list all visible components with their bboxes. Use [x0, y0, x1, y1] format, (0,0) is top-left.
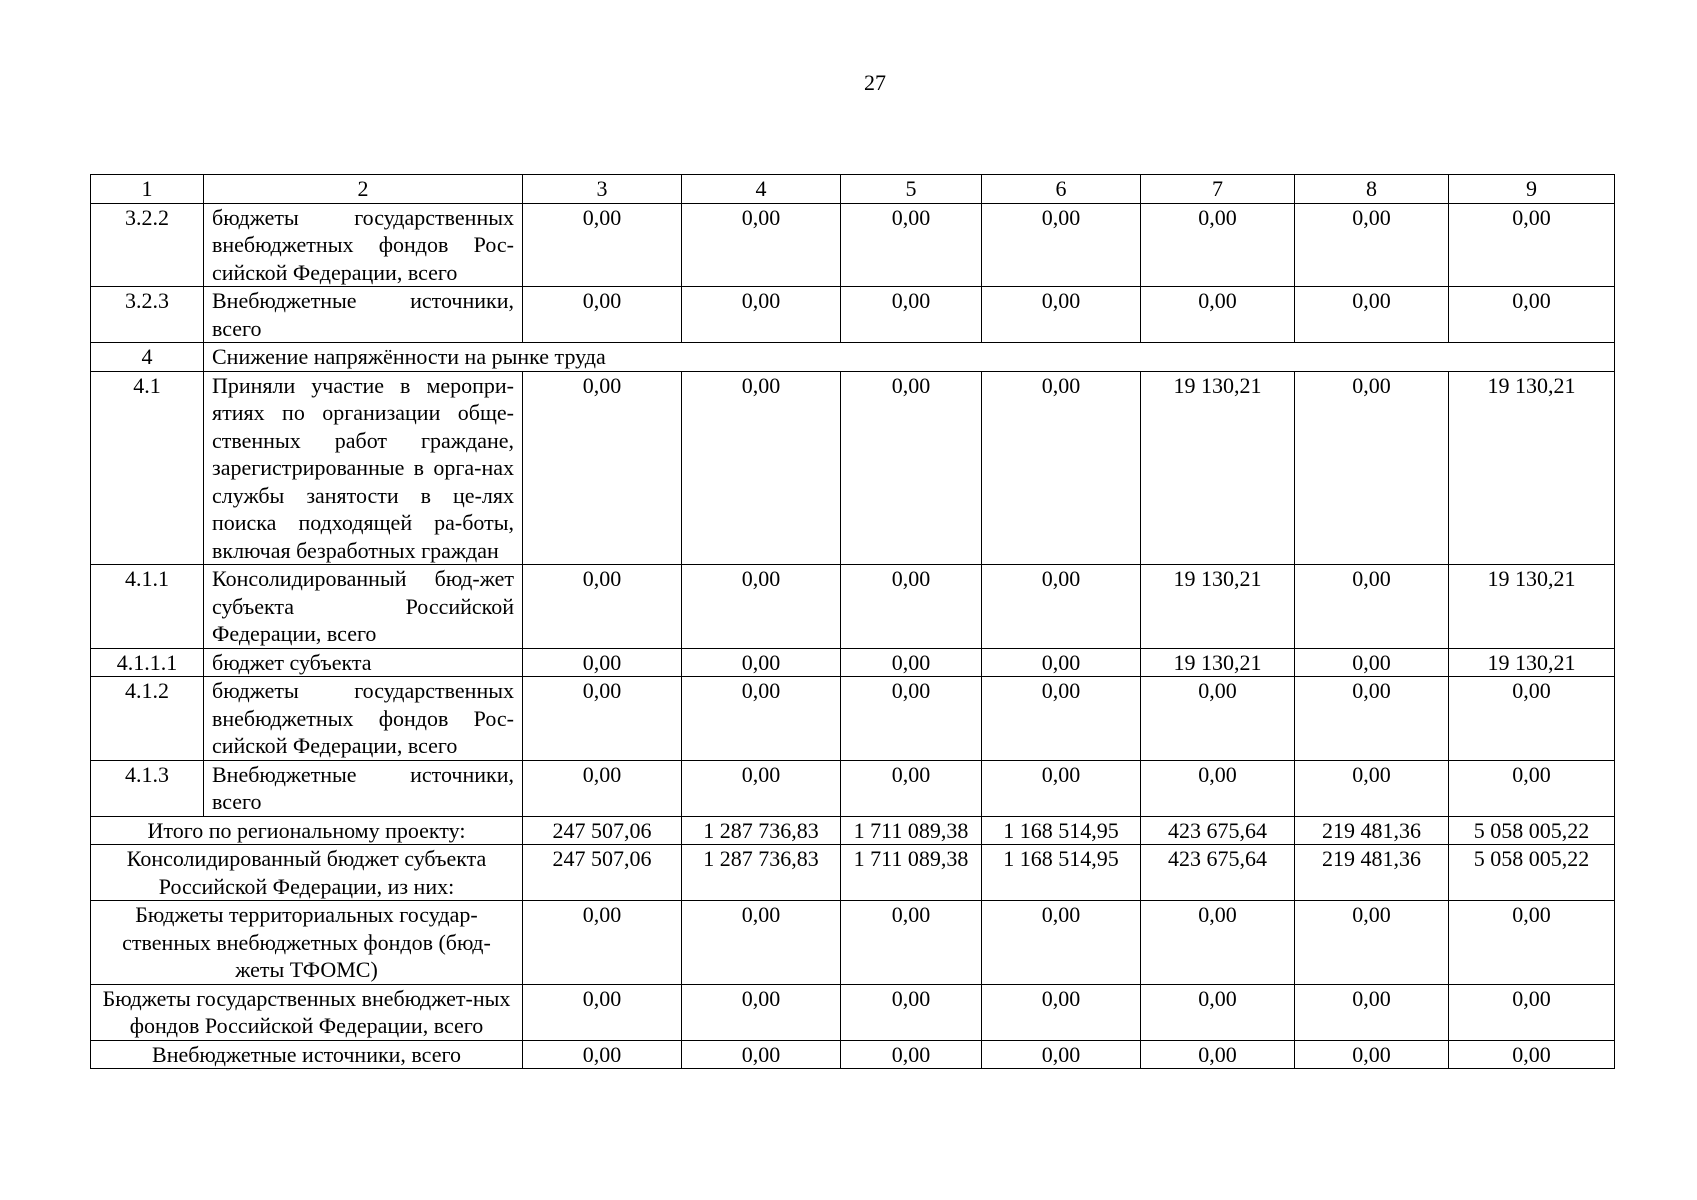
- row-code: 4.1: [91, 371, 204, 565]
- value-cell: 219 481,36: [1295, 845, 1449, 901]
- value-cell: 0,00: [982, 648, 1141, 677]
- value-cell: 0,00: [841, 371, 982, 565]
- value-cell: 0,00: [1141, 203, 1295, 287]
- value-cell: 0,00: [982, 565, 1141, 649]
- total-row: [91, 1040, 1615, 1069]
- row-code: 4.1.1.1: [91, 648, 204, 677]
- value-cell: 0,00: [841, 760, 982, 816]
- value-cell: 0,00: [1141, 760, 1295, 816]
- value-cell: 0,00: [523, 371, 682, 565]
- value-cell: 19 130,21: [1141, 648, 1295, 677]
- value-cell: 0,00: [682, 677, 841, 761]
- table-row: [91, 287, 1615, 343]
- value-cell: 5 058 005,22: [1449, 845, 1615, 901]
- row-code: 4.1.1: [91, 565, 204, 649]
- table-row: [91, 203, 1615, 287]
- value-cell: 0,00: [841, 648, 982, 677]
- value-cell: 0,00: [841, 677, 982, 761]
- value-cell: 1 287 736,83: [682, 816, 841, 845]
- value-cell: 0,00: [682, 203, 841, 287]
- value-cell: 1 287 736,83: [682, 845, 841, 901]
- header-cell: 9: [1449, 175, 1615, 204]
- row-name: Внебюджетные источники, всего: [204, 287, 523, 343]
- value-cell: 19 130,21: [1141, 371, 1295, 565]
- row-code: 3.2.3: [91, 287, 204, 343]
- value-cell: 0,00: [682, 287, 841, 343]
- row-code: 4.1.3: [91, 760, 204, 816]
- row-name: бюджеты государственных внебюджетных фондов Рос-сийской Федерации, всего: [204, 677, 523, 761]
- value-cell: 0,00: [682, 565, 841, 649]
- value-cell: 0,00: [1449, 760, 1615, 816]
- value-cell: 0,00: [523, 648, 682, 677]
- value-cell: 0,00: [682, 648, 841, 677]
- value-cell: 0,00: [1295, 901, 1449, 985]
- value-cell: 1 168 514,95: [982, 816, 1141, 845]
- row-name: Внебюджетные источники, всего: [204, 760, 523, 816]
- value-cell: 0,00: [523, 203, 682, 287]
- header-cell: 3: [523, 175, 682, 204]
- value-cell: 0,00: [1295, 677, 1449, 761]
- value-cell: 0,00: [841, 565, 982, 649]
- value-cell: 0,00: [1141, 984, 1295, 1040]
- total-label: Итого по региональному проекту:: [91, 816, 523, 845]
- value-cell: 19 130,21: [1449, 371, 1615, 565]
- header-row: [91, 175, 1615, 204]
- value-cell: 0,00: [682, 1040, 841, 1069]
- value-cell: 1 168 514,95: [982, 845, 1141, 901]
- total-label: Консолидированный бюджет субъекта Российской Федерации, из них:: [91, 845, 523, 901]
- value-cell: 0,00: [1295, 648, 1449, 677]
- value-cell: 0,00: [841, 1040, 982, 1069]
- value-cell: 0,00: [1295, 565, 1449, 649]
- value-cell: 0,00: [1295, 287, 1449, 343]
- total-row: [91, 984, 1615, 1040]
- value-cell: 0,00: [523, 1040, 682, 1069]
- value-cell: 19 130,21: [1449, 648, 1615, 677]
- value-cell: 0,00: [982, 203, 1141, 287]
- value-cell: 0,00: [1449, 677, 1615, 761]
- value-cell: 423 675,64: [1141, 816, 1295, 845]
- value-cell: 0,00: [1141, 287, 1295, 343]
- value-cell: 0,00: [1295, 984, 1449, 1040]
- header-cell: 6: [982, 175, 1141, 204]
- table-row: [91, 565, 1615, 649]
- total-row: [91, 845, 1615, 901]
- value-cell: 0,00: [841, 203, 982, 287]
- row-code: 4.1.2: [91, 677, 204, 761]
- value-cell: 0,00: [523, 287, 682, 343]
- value-cell: 0,00: [982, 677, 1141, 761]
- page-number: 27: [864, 70, 886, 95]
- value-cell: 0,00: [1449, 1040, 1615, 1069]
- value-cell: 0,00: [841, 901, 982, 985]
- value-cell: 0,00: [982, 371, 1141, 565]
- value-cell: 0,00: [682, 984, 841, 1040]
- value-cell: 0,00: [1295, 1040, 1449, 1069]
- table-row: [91, 677, 1615, 761]
- value-cell: 0,00: [841, 984, 982, 1040]
- value-cell: 0,00: [982, 1040, 1141, 1069]
- table-row: [91, 648, 1615, 677]
- section-title: Снижение напряжённости на рынке труда: [204, 343, 1615, 372]
- header-cell: 8: [1295, 175, 1449, 204]
- value-cell: 5 058 005,22: [1449, 816, 1615, 845]
- header-cell: 7: [1141, 175, 1295, 204]
- value-cell: 0,00: [1449, 287, 1615, 343]
- value-cell: 0,00: [1295, 371, 1449, 565]
- value-cell: 1 711 089,38: [841, 816, 982, 845]
- value-cell: 247 507,06: [523, 816, 682, 845]
- value-cell: 0,00: [1141, 1040, 1295, 1069]
- row-name: Консолидированный бюд-жет субъекта Российской Федерации, всего: [204, 565, 523, 649]
- value-cell: 0,00: [982, 287, 1141, 343]
- value-cell: 0,00: [1449, 984, 1615, 1040]
- section-code: 4: [91, 343, 204, 372]
- value-cell: 0,00: [1449, 203, 1615, 287]
- value-cell: 0,00: [523, 901, 682, 985]
- value-cell: 0,00: [1449, 901, 1615, 985]
- value-cell: 0,00: [841, 287, 982, 343]
- value-cell: 0,00: [523, 984, 682, 1040]
- total-label: Бюджеты государственных внебюджет-ных фондов Российской Федерации, всего: [91, 984, 523, 1040]
- row-name: бюджеты государственных внебюджетных фондов Рос-сийской Федерации, всего: [204, 203, 523, 287]
- table-row: [91, 760, 1615, 816]
- budget-table: [90, 174, 1615, 1069]
- value-cell: 423 675,64: [1141, 845, 1295, 901]
- value-cell: 0,00: [682, 371, 841, 565]
- value-cell: 0,00: [982, 901, 1141, 985]
- header-cell: 4: [682, 175, 841, 204]
- value-cell: 0,00: [682, 760, 841, 816]
- row-code: 3.2.2: [91, 203, 204, 287]
- total-row: [91, 901, 1615, 985]
- value-cell: 0,00: [1141, 677, 1295, 761]
- header-cell: 1: [91, 175, 204, 204]
- value-cell: 0,00: [1295, 203, 1449, 287]
- total-label: Внебюджетные источники, всего: [91, 1040, 523, 1069]
- value-cell: 0,00: [982, 984, 1141, 1040]
- value-cell: 1 711 089,38: [841, 845, 982, 901]
- value-cell: 19 130,21: [1449, 565, 1615, 649]
- row-name: Приняли участие в меропри-ятиях по организации обще-ственных работ граждане, зарегистрированные в орга-нах службы занятости в це-лях поиска подходящей ра-боты, включая безработных граждан: [204, 371, 523, 565]
- total-label: Бюджеты территориальных государ-ственных внебюджетных фондов (бюд-жеты ТФОМС): [91, 901, 523, 985]
- section-row: [91, 343, 1615, 372]
- table-row: [91, 371, 1615, 565]
- value-cell: 247 507,06: [523, 845, 682, 901]
- value-cell: 219 481,36: [1295, 816, 1449, 845]
- header-cell: 2: [204, 175, 523, 204]
- value-cell: 19 130,21: [1141, 565, 1295, 649]
- value-cell: 0,00: [682, 901, 841, 985]
- value-cell: 0,00: [523, 760, 682, 816]
- header-cell: 5: [841, 175, 982, 204]
- row-name: бюджет субъекта: [204, 648, 523, 677]
- total-row: [91, 816, 1615, 845]
- value-cell: 0,00: [523, 677, 682, 761]
- value-cell: 0,00: [1141, 901, 1295, 985]
- value-cell: 0,00: [982, 760, 1141, 816]
- value-cell: 0,00: [1295, 760, 1449, 816]
- value-cell: 0,00: [523, 565, 682, 649]
